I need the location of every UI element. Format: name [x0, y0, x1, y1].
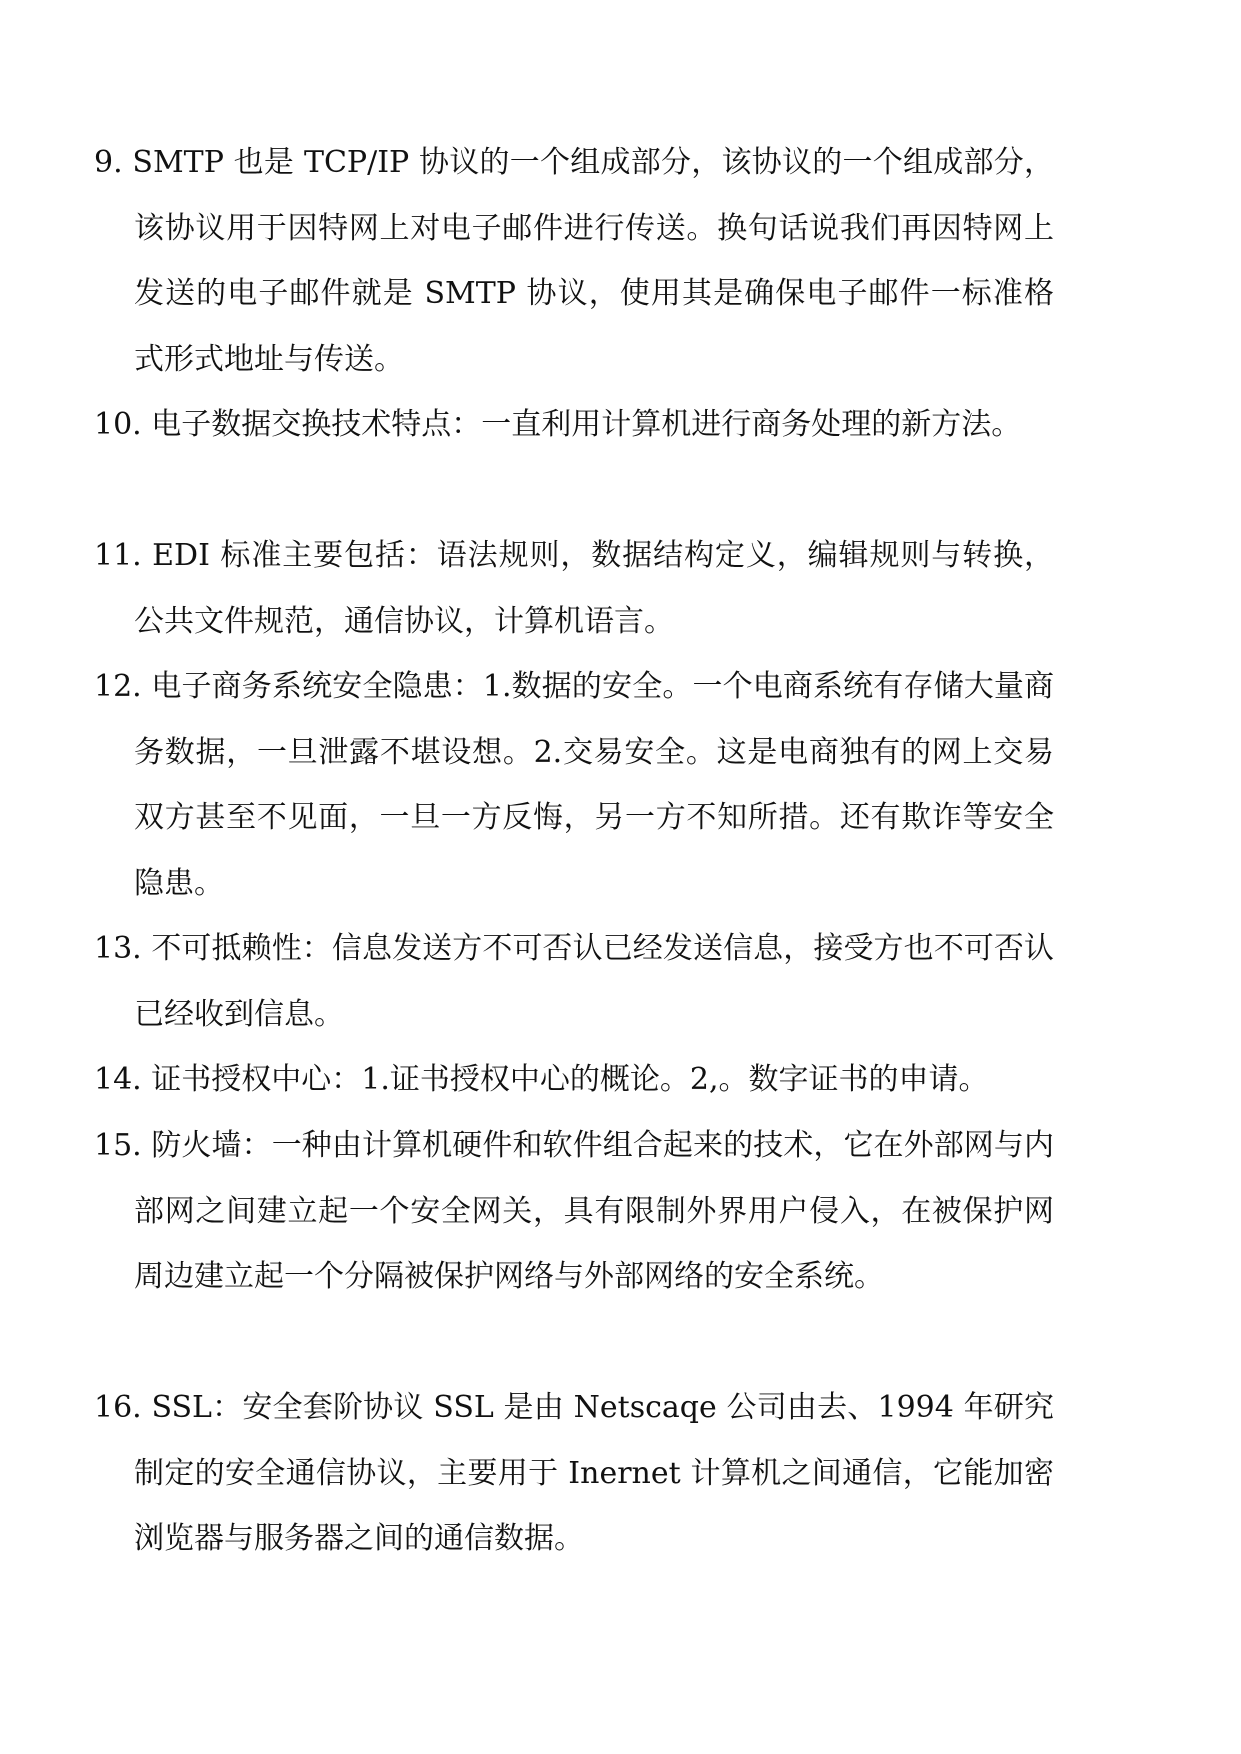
- item-number: 9.: [94, 145, 123, 180]
- item-number: 13.: [94, 931, 142, 966]
- item-text: SMTP 也是 TCP/IP 协议的一个组成部分，该协议的一个组成部分，该协议用于因特网上对电子邮件进行传送。换句话说我们再因特网上发送的电子邮件就是 SMTP 协议，使用其是确保电子邮件一标准格式形式地址与传送。: [122, 145, 1054, 377]
- list-item-10: [94, 392, 1054, 458]
- item-text: 防火墙：一种由计算机硬件和软件组合起来的技术，它在外部网与内部网之间建立起一个安全网关，具有限制外界用户侵入，在被保护网周边建立起一个分隔被保护网络与外部网络的安全系统。: [134, 1128, 1054, 1294]
- item-number: 12.: [94, 669, 142, 704]
- item-text: 不可抵赖性：信息发送方不可否认已经发送信息，接受方也不可否认已经收到信息。: [134, 931, 1054, 1032]
- list-item-16: [94, 1375, 1054, 1572]
- item-text: 电子商务系统安全隐患：1.数据的安全。一个电商系统有存储大量商务数据，一旦泄露不堪设想。2.交易安全。这是电商独有的网上交易双方甚至不见面，一旦一方反悔，另一方不知所措。还有欺诈等安全隐患。: [134, 669, 1054, 901]
- item-number: 15.: [94, 1128, 142, 1163]
- list-item-9: [94, 130, 1054, 392]
- item-text: 电子数据交换技术特点：一直利用计算机进行商务处理的新方法。: [141, 407, 1022, 442]
- item-text: 证书授权中心：1.证书授权中心的概论。2,。数字证书的申请。: [141, 1062, 989, 1097]
- item-text: SSL：安全套阶协议 SSL 是由 Netscaqe 公司由去、1994 年研究制定的安全通信协议，主要用于 Inernet 计算机之间通信，它能加密浏览器与服务器之间的通信数据。: [134, 1390, 1054, 1556]
- list-item-11: [94, 523, 1054, 654]
- item-number: 10.: [94, 407, 142, 442]
- item-text: EDI 标准主要包括：语法规则，数据结构定义，编辑规则与转换，公共文件规范，通信协议，计算机语言。: [134, 538, 1054, 639]
- list-item-13: [94, 916, 1054, 1047]
- item-number: 11.: [94, 538, 142, 573]
- item-number: 16.: [94, 1390, 142, 1425]
- item-number: 14.: [94, 1062, 142, 1097]
- list-item-12: [94, 654, 1054, 916]
- list-item-15: [94, 1113, 1054, 1310]
- list-item-14: [94, 1047, 1054, 1113]
